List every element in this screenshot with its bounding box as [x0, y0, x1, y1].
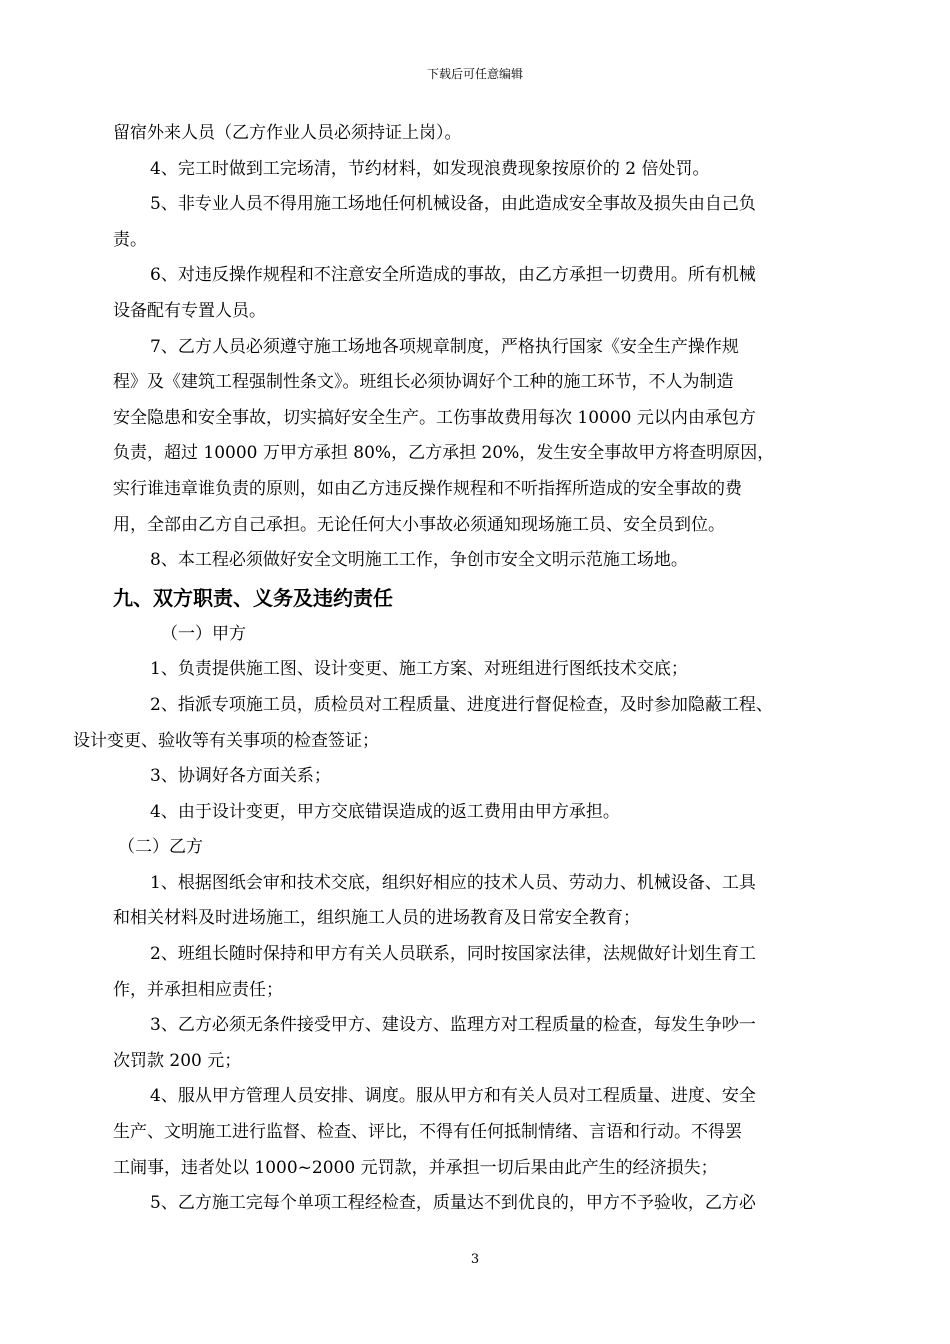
paragraph-line: 8、本工程必须做好安全文明施工工作，争创市安全文明示范施工场地。	[150, 550, 688, 571]
paragraph-line: 和相关材料及时进场施工，组织施工人员的进场教育及日常安全教育；	[113, 908, 640, 929]
paragraph-line: 6、对违反操作规程和不注意安全所造成的事故，由乙方承担一切费用。所有机械	[150, 265, 756, 286]
paragraph-line: 设备配有专置人员。	[113, 300, 266, 321]
paragraph-line: 作，并承担相应责任；	[113, 979, 283, 1000]
paragraph-line: 1、负责提供施工图、设计变更、施工方案、对班组进行图纸技术交底；	[150, 659, 688, 680]
paragraph-line: 5、非专业人员不得用施工场地任何机械设备，由此造成安全事故及损失由自己负	[150, 194, 756, 215]
section-heading: 九、双方职责、义务及违约责任	[113, 585, 393, 610]
paragraph-line: 程》及《建筑工程强制性条文》。班组长必须协调好个工种的施工环节，不人为制造	[113, 372, 734, 393]
paragraph-line: 3、乙方必须无条件接受甲方、建设方、监理方对工程质量的检查，每发生争吵一	[150, 1015, 756, 1036]
paragraph-line: 责。	[113, 229, 147, 250]
paragraph-line: 负责，超过 10000 万甲方承担 80%，乙方承担 20%，发生安全事故甲方将查明原因，	[113, 443, 775, 464]
page-number: 3	[470, 1252, 480, 1267]
paragraph-line: 5、乙方施工完每个单项工程经检查，质量达不到优良的，甲方不予验收，乙方必	[150, 1193, 756, 1214]
subsection-heading: （二）乙方	[118, 837, 203, 858]
paragraph-line: 1、根据图纸会审和技术交底，组织好相应的技术人员、劳动力、机械设备、工具	[150, 872, 756, 893]
paragraph-line: 4、服从甲方管理人员安排、调度。服从甲方和有关人员对工程质量、进度、安全	[150, 1086, 756, 1107]
document-body	[73, 116, 839, 1222]
paragraph-line: 4、完工时做到工完场清，节约材料，如发现浪费现象按原价的 2 倍处罚。	[150, 158, 710, 179]
paragraph-line: 2、班组长随时保持和甲方有关人员联系，同时按国家法律，法规做好计划生育工	[150, 944, 756, 965]
paragraph-line: 留宿外来人员（乙方作业人员必须持证上岗）。	[113, 123, 462, 143]
paragraph-line: 7、乙方人员必须遵守施工场地各项规章制度，严格执行国家《安全生产操作规	[150, 336, 739, 357]
paragraph-line: 次罚款 200 元；	[113, 1050, 242, 1071]
paragraph-line: 安全隐患和安全事故，切实搞好安全生产。工伤事故费用每次 10000 元以内由承包方	[113, 407, 756, 428]
paragraph-line: 用，全部由乙方自己承担。无论任何大小事故必须通知现场施工员、安全员到位。	[113, 514, 725, 535]
paragraph-line: 4、由于设计变更，甲方交底错误造成的返工费用由甲方承担。	[150, 801, 620, 822]
paragraph-line: 设计变更、验收等有关事项的检查签证；	[73, 730, 379, 751]
subsection-heading: （一）甲方	[161, 623, 246, 644]
paragraph-line: 工闹事，违者处以 1000~2000 元罚款，并承担一切后果由此产生的经济损失；	[113, 1157, 718, 1178]
paragraph-line: 生产、文明施工进行监督、检查、评比，不得有任何抵制情绪、言语和行动。不得罢	[113, 1122, 742, 1143]
paragraph-line: 2、指派专项施工员，质检员对工程质量、进度进行督促检查，及时参加隐蔽工程、	[150, 694, 773, 715]
paragraph-line: 3、协调好各方面关系；	[150, 766, 331, 787]
paragraph-line: 实行谁违章谁负责的原则，如由乙方违反操作规程和不听指挥所造成的安全事故的费	[113, 478, 742, 499]
page-header: 下载后可任意编辑	[426, 67, 523, 81]
